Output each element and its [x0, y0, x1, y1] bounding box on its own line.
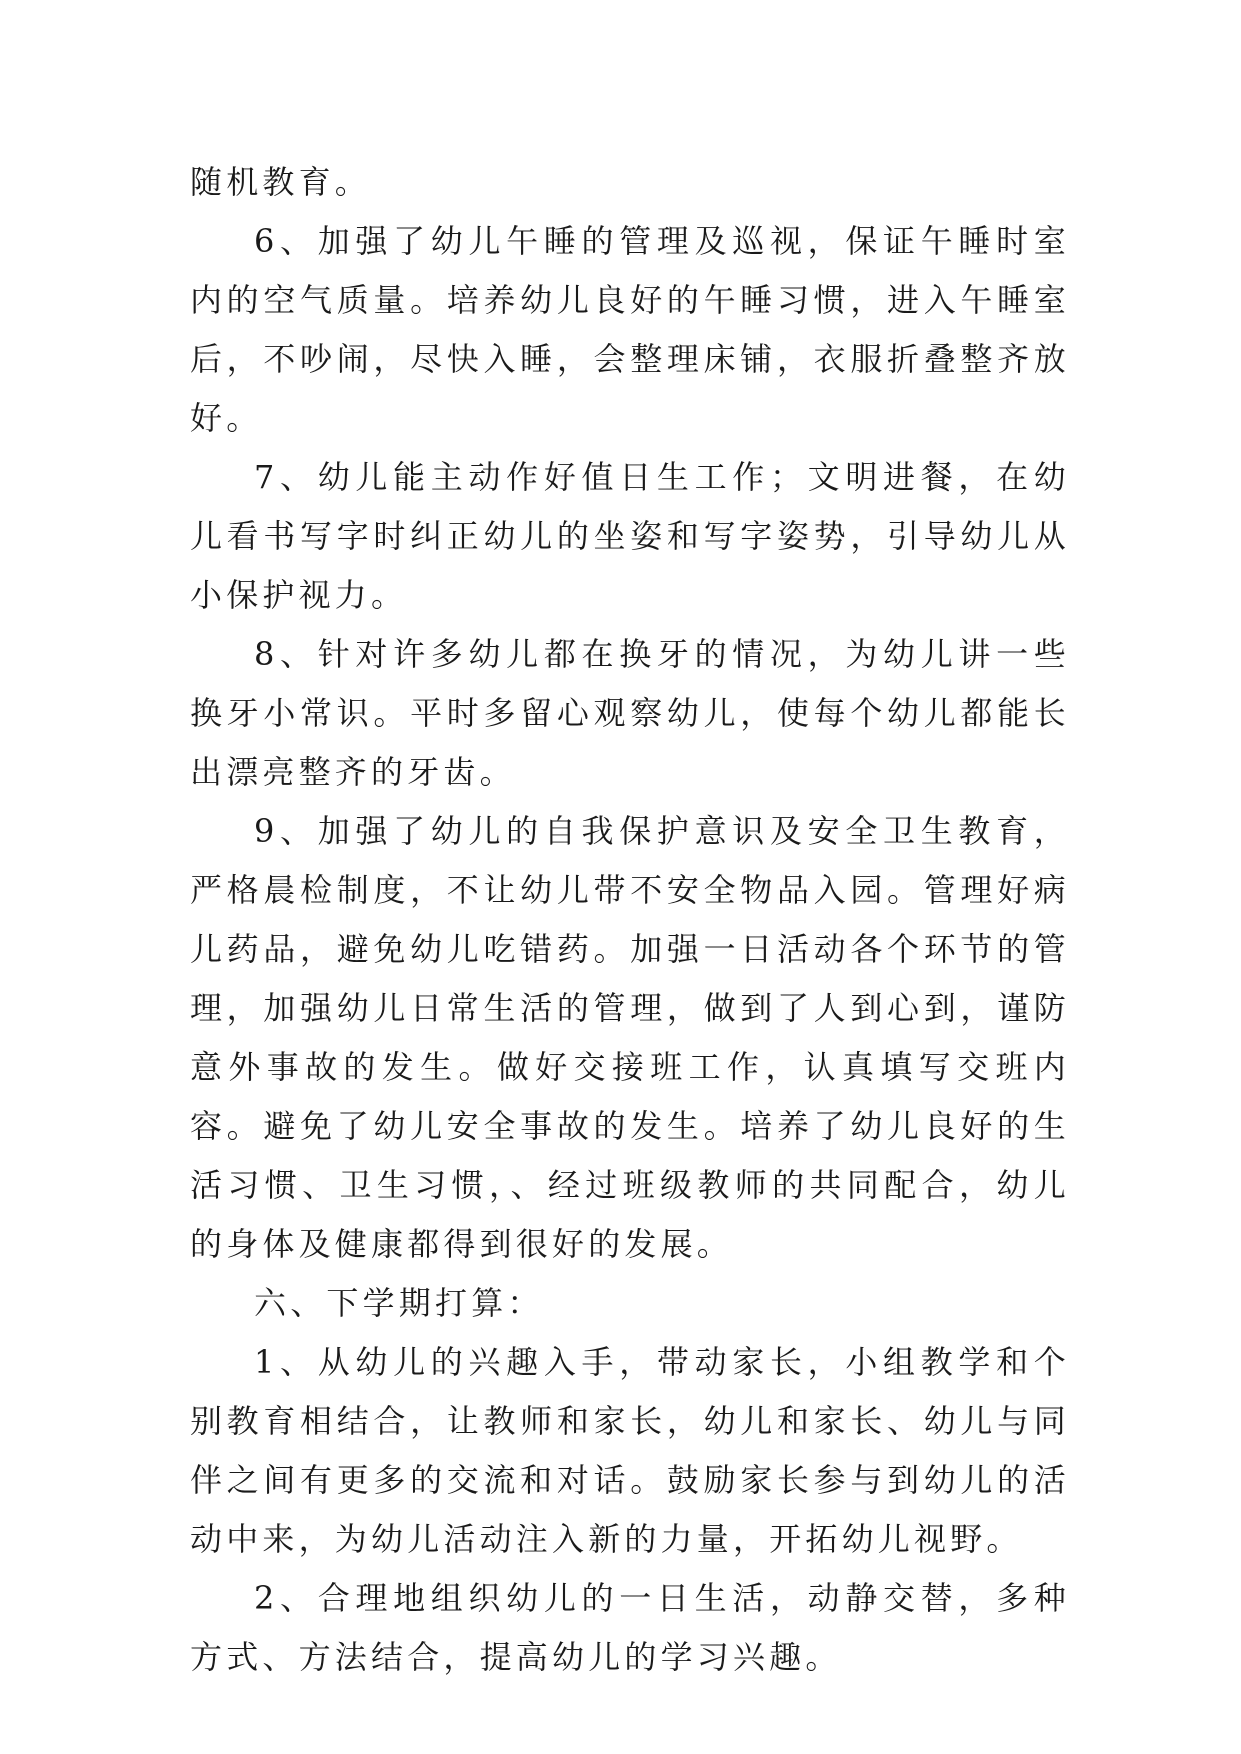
paragraph-item-9: 9、加强了幼儿的自我保护意识及安全卫生教育，严格晨检制度，不让幼儿带不安全物品入园。管理好病儿药品，避免幼儿吃错药。加强一日活动各个环节的管理，加强幼儿日常生活的管理，做到了人到心到，谨防意外事故的发生。做好交接班工作，认真填写交班内容。避免了幼儿安全事故的发生。培养了幼儿良好的生活习惯、卫生习惯，、经过班级教师的共同配合，幼儿的身体及健康都得到很好的发展。	[190, 812, 1070, 1263]
plan-item-1: 1、从幼儿的兴趣入手，带动家长，小组教学和个别教育相结合，让教师和家长，幼儿和家长、幼儿与同伴之间有更多的交流和对话。鼓励家长参与到幼儿的活动中来，为幼儿活动注入新的力量，开拓幼儿视野。	[190, 1343, 1070, 1558]
document-body	[190, 153, 1070, 1687]
plan-item-2: 2、合理地组织幼儿的一日生活，动静交替，多种方式、方法结合，提高幼儿的学习兴趣。	[190, 1579, 1070, 1676]
paragraph-item-8: 8、针对许多幼儿都在换牙的情况，为幼儿讲一些换牙小常识。平时多留心观察幼儿，使每个幼儿都能长出漂亮整齐的牙齿。	[190, 635, 1070, 791]
paragraph-item-6: 6、加强了幼儿午睡的管理及巡视，保证午睡时室内的空气质量。培养幼儿良好的午睡习惯，进入午睡室后，不吵闹，尽快入睡，会整理床铺，衣服折叠整齐放好。	[190, 222, 1070, 437]
paragraph-continuation: 随机教育。	[190, 163, 372, 201]
section-heading: 六、下学期打算：	[254, 1284, 544, 1322]
paragraph-item-7: 7、幼儿能主动作好值日生工作；文明进餐，在幼儿看书写字时纠正幼儿的坐姿和写字姿势，引导幼儿从小保护视力。	[190, 458, 1070, 614]
